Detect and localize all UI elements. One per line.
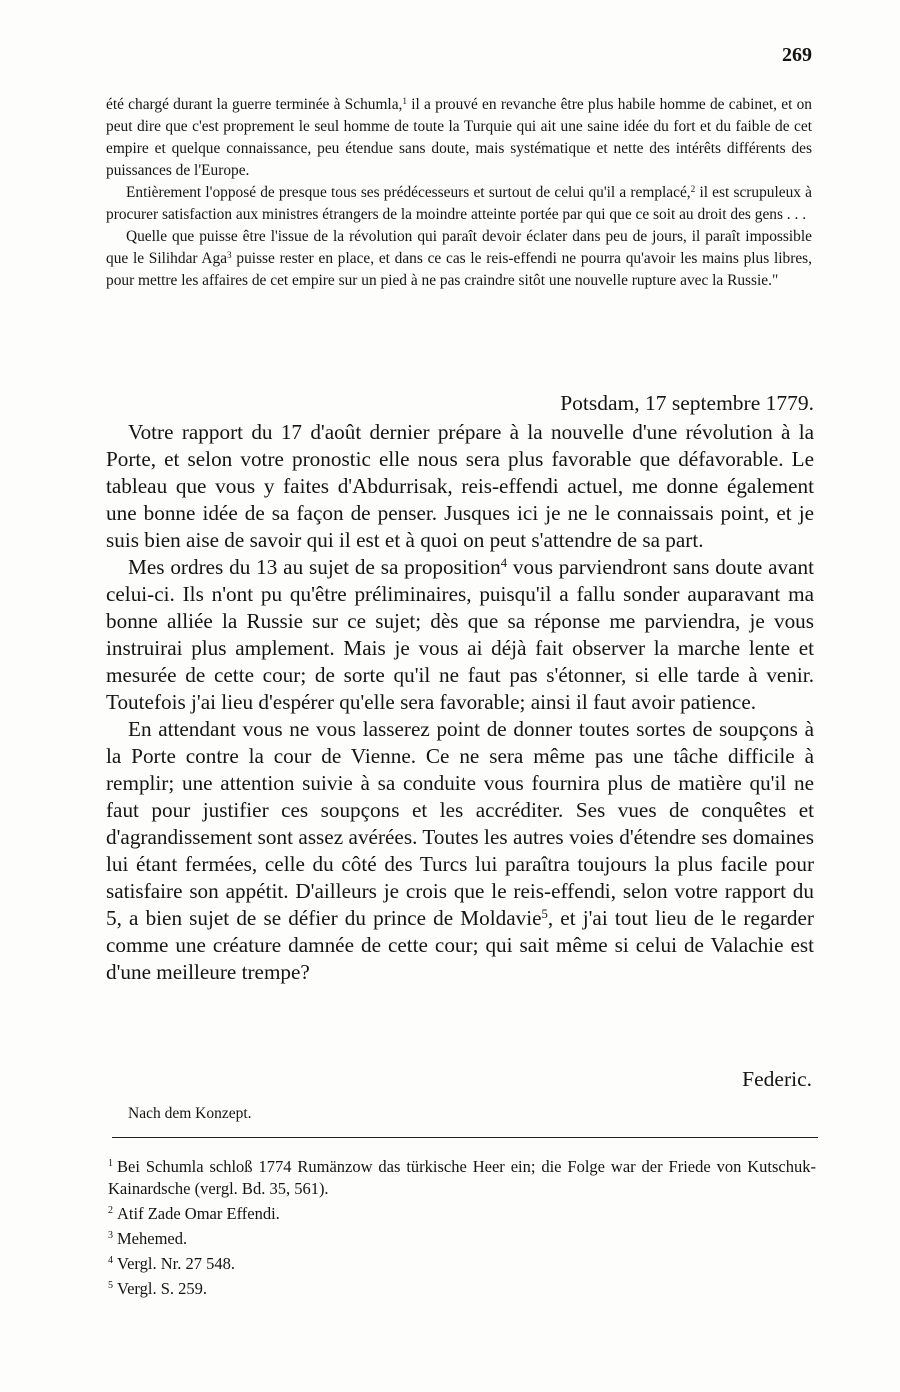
letter-text: , et j'ai tout lieu de le regarder comme une créature damnée de cette cour; qui sait même si celui de Valachie est d'une meilleure trempe? xyxy=(106,906,814,984)
footnote-text: Bei Schumla schloß 1774 Rumänzow das türkische Heer ein; die Folge war der Friede von Kutschuk-Kainardsche (vergl. Bd. 35, 561). xyxy=(108,1157,816,1198)
page-number: 269 xyxy=(782,44,812,66)
letter-dateline: Potsdam, 17 septembre 1779. xyxy=(560,391,814,415)
quote-paragraph-2 xyxy=(106,182,812,226)
footnote-text: Mehemed. xyxy=(117,1229,188,1248)
letter-body xyxy=(106,419,814,986)
letter-text: vous parviendront sans doute avant celui-ci. Ils n'ont pu qu'être préliminaires, puisqu'il a fallu sonder auparavant ma bonne alliée la Russie sur ce sujet; dès que sa réponse me parviendra, je vous instruirai plus amplement. Mais je vous ai déjà fait observer la marche lente et mesurée de cette cour; de sorte qu'il ne faut pas s'étonner, si elle tarde à venir. Toutefois j'ai lieu d'espérer qu'elle sera favorable; ainsi il faut avoir patience. xyxy=(106,555,814,714)
footnote-5 xyxy=(108,1275,816,1300)
footnote-ref-2[interactable]: 2 xyxy=(690,183,696,194)
letter-paragraph-3 xyxy=(106,716,814,986)
quote-text: il a prouvé en revanche être plus habile homme de cabinet, et on peut dire que c'est proprement le seul homme de toute la Turquie qui ait une saine idée du fort et du faible de cet empire et quelque connaissance, peu étendue sans doute, mais systématique et nette des intérêts différents des puissances de l'Europe. xyxy=(106,96,812,179)
footnote-ref-1[interactable]: 1 xyxy=(402,95,408,106)
quote-text: puisse rester en place, et dans ce cas le reis-effendi ne pourra qu'avoir les mains plus libres, pour mettre les affaires de cet empire sur un pied à ne pas craindre sitôt une nouvelle rupture avec la Russie." xyxy=(106,250,812,289)
footnote-2 xyxy=(108,1200,816,1225)
footnote-ref-5[interactable]: 5 xyxy=(541,907,548,922)
letter-text: En attendant vous ne vous lasserez point de donner toutes sortes de soupçons à la Porte contre la cour de Vienne. Ce ne sera même pas une tâche difficile à remplir; une attention suivie à sa conduite vous fournira plus de matière qu'il ne faut pour justifier ces soupçons et les accréditer. Ses vues de conquêtes et d'agrandissement sont assez avérées. Toutes les autres voies d'étendre ses domaines lui étant fermées, celle du côté des Turcs lui paraîtra toujours la plus facile pour satisfaire son appétit. D'ailleurs je crois que le reis-effendi, selon votre rapport du 5, a bien sujet de se défier du prince de Moldavie xyxy=(106,717,814,930)
footnote-text: Atif Zade Omar Effendi. xyxy=(117,1204,280,1223)
footnote-number: 3 xyxy=(108,1230,113,1241)
signature: Federic. xyxy=(742,1067,812,1091)
quote-text: Quelle que puisse être l'issue de la révolution qui paraît devoir éclater dans peu de jours, il paraît impossible que le Silihdar Aga xyxy=(106,228,812,267)
quote-text: il est scrupuleux à procurer satisfaction aux ministres étrangers de la moindre atteinte portée par qui que ce soit au droit des gens . . . xyxy=(106,184,813,223)
footnote-1 xyxy=(108,1153,816,1200)
quote-paragraph-1 xyxy=(106,94,812,182)
letter-text: Mes ordres du 13 au sujet de sa proposition xyxy=(128,555,501,579)
footnote-number: 2 xyxy=(108,1205,113,1216)
letter-paragraph-1: Votre rapport du 17 d'août dernier prépare à la nouvelle d'une révolution à la Porte, et selon votre pronostic elle nous sera plus favorable que défavorable. Le tableau que vous y faites d'Abdurrisak, reis-effendi actuel, me donne également une bonne idée de sa façon de penser. Jusques ici je ne le connaissais point, et je suis bien aise de savoir qui il est et à quoi on peut s'attendre de sa part. xyxy=(106,420,814,552)
quote-text: Entièrement l'opposé de presque tous ses prédécesseurs et surtout de celui qu'il a remplacé, xyxy=(126,184,691,201)
letter-paragraph-2 xyxy=(106,554,814,716)
footnote-4 xyxy=(108,1250,816,1275)
source-note: Nach dem Konzept. xyxy=(128,1105,252,1122)
footnote-text: Vergl. S. 259. xyxy=(117,1279,207,1298)
footnote-ref-4[interactable]: 4 xyxy=(500,556,508,571)
quote-paragraph-3 xyxy=(106,226,812,292)
footnote-number: 5 xyxy=(108,1280,113,1291)
footnote-divider xyxy=(112,1137,818,1138)
footnotes xyxy=(108,1153,816,1300)
footnote-text: Vergl. Nr. 27 548. xyxy=(117,1254,235,1273)
quoted-report xyxy=(106,94,812,292)
footnote-ref-3[interactable]: 3 xyxy=(227,249,232,260)
footnote-3 xyxy=(108,1225,816,1250)
footnote-number: 1 xyxy=(108,1158,113,1169)
footnote-number: 4 xyxy=(108,1255,113,1266)
quote-text: été chargé durant la guerre terminée à Schumla, xyxy=(106,96,403,113)
